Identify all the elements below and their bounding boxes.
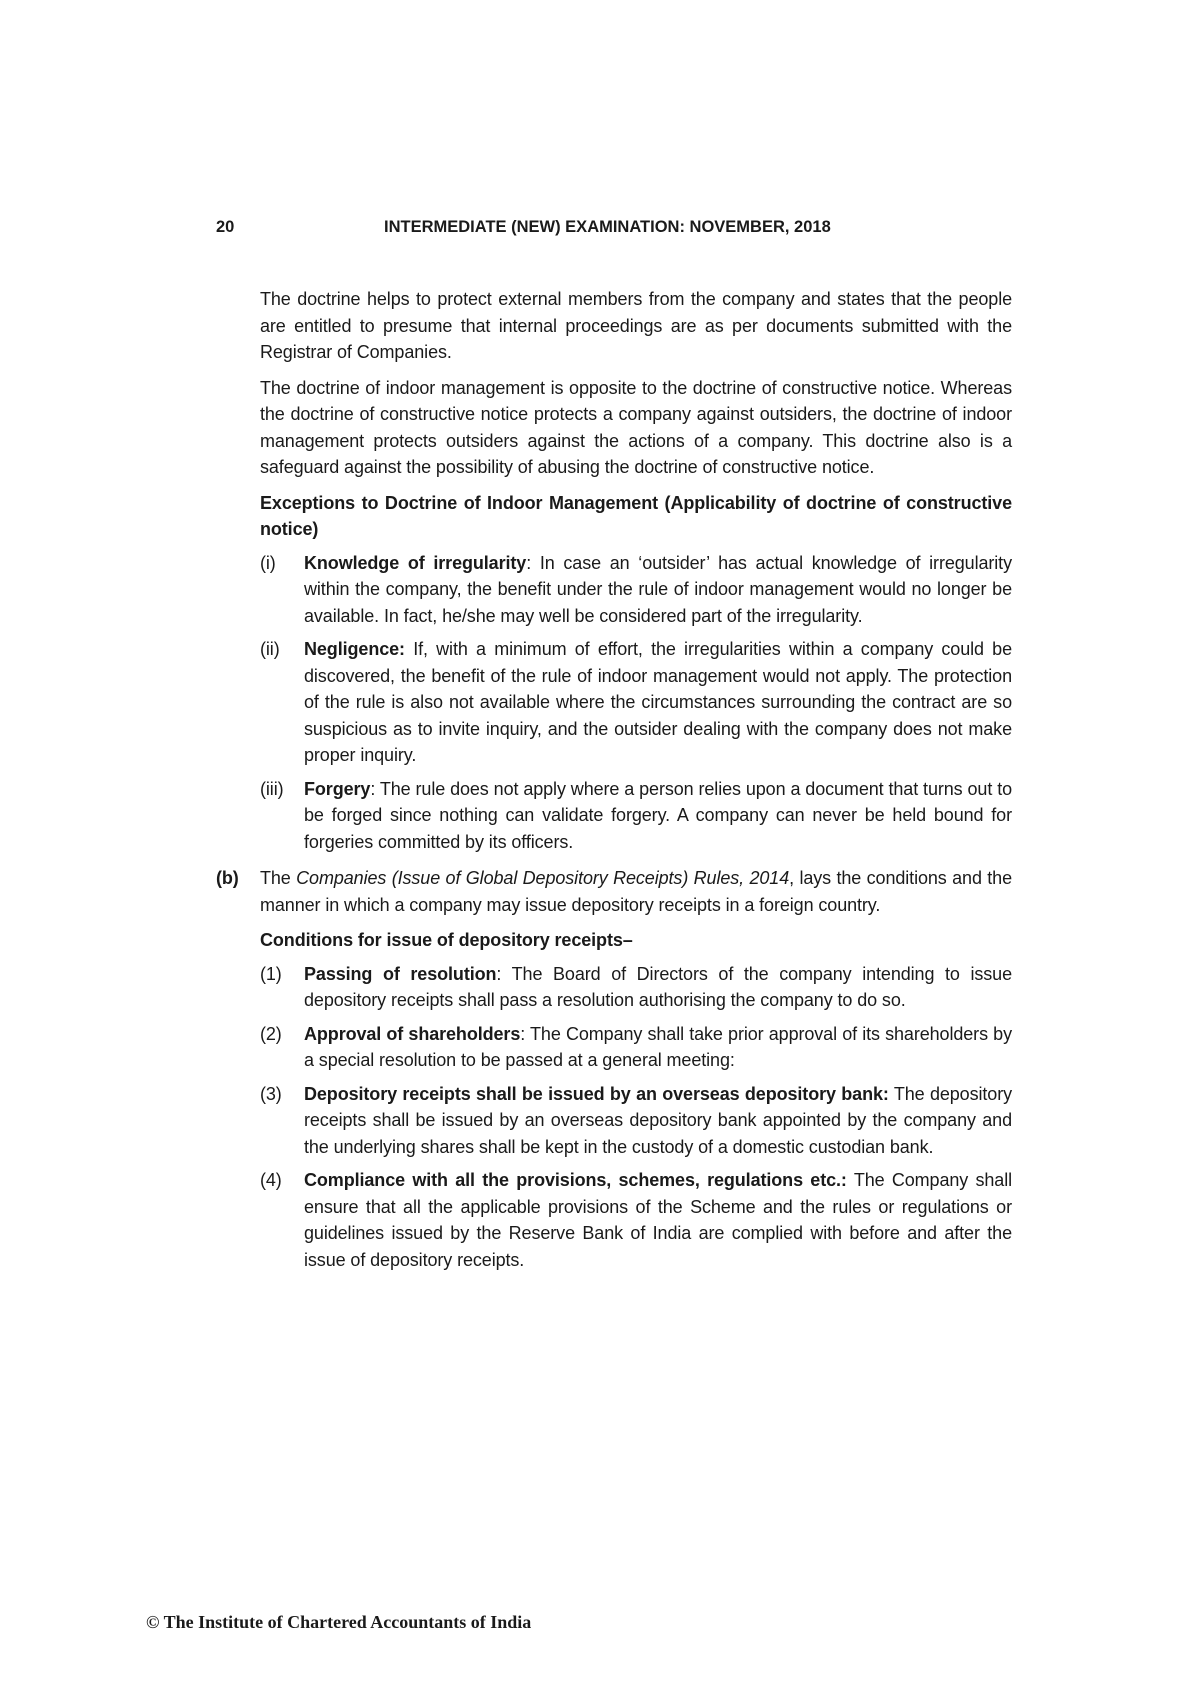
condition-item — [260, 1021, 1012, 1074]
header-title: INTERMEDIATE (NEW) EXAMINATION: NOVEMBER, 2018 — [384, 218, 831, 236]
item-title: Forgery — [304, 778, 371, 799]
condition-item — [260, 1081, 1012, 1161]
item-title: Negligence: — [304, 639, 405, 659]
paragraph-2: The doctrine of indoor management is opposite to the doctrine of constructive notice. Whereas the doctrine of constructive notice protects a company against outsiders, the doctrine of indoor management protects outsiders against the actions of a company. This doctrine also is a safeguard against the possibility of abusing the doctrine of constructive notice. — [260, 377, 1012, 477]
item-body: Passing of resolution: The Board of Directors of the company intending to issue depository receipts shall pass a resolution authorising the company to do so. — [304, 963, 1012, 1010]
page-header — [216, 218, 1006, 242]
item-text: The Board of Directors of the company intending to issue depository receipts shall pass a resolution authorising the company to do so. — [304, 963, 1012, 1010]
item-body: Approval of shareholders: The Company shall take prior approval of its shareholders by a special resolution to be passed at a general meeting: — [304, 1023, 1012, 1070]
conditions-heading: Conditions for issue of depository receipts– — [260, 930, 633, 950]
item-text: The Company shall ensure that all the applicable provisions of the Scheme and the rules or regulations or guidelines issued by the Reserve Bank of India are complied with before and after the issue of depository receipts. — [304, 1170, 1013, 1270]
item-text: In case an ‘outsider’ has actual knowledge of irregularity within the company, the benefit under the rule of indoor management would no longer be available. In fact, he/she may well be considered part of the irregularity. — [304, 552, 1012, 626]
item-number: (iii) — [260, 778, 284, 799]
item-text: If, with a minimum of effort, the irregularities within a company could be discovered, the benefit of the rule of indoor management would not apply. The protection of the rule is also not available where the circumstances surrounding the contract are so suspicious as to invite inquiry, and the outsider dealing with the company does not make proper inquiry. — [304, 639, 1012, 765]
rules-title: Companies (Issue of Global Depository Receipts) Rules, 2014 — [296, 868, 790, 888]
footer-copyright: © The Institute of Chartered Accountants of India — [146, 1612, 532, 1632]
item-number: (ii) — [260, 639, 280, 659]
condition-item — [260, 1167, 1012, 1273]
item-title: Passing of resolution — [304, 963, 497, 984]
item-number: (i) — [260, 552, 276, 573]
part-b — [216, 865, 1012, 918]
item-body — [304, 636, 1012, 769]
exception-item — [260, 776, 1012, 856]
item-body — [304, 1167, 1012, 1273]
exceptions-heading: Exceptions to Doctrine of Indoor Management (Applicability of doctrine of constructive notice) — [260, 492, 1012, 539]
condition-item — [260, 961, 1012, 1014]
part-b-label: (b) — [216, 868, 239, 888]
item-number: (1) — [260, 963, 282, 984]
item-text: The Company shall take prior approval of its shareholders by a special resolution to be passed at a general meeting: — [304, 1023, 1012, 1070]
item-body — [304, 1081, 1012, 1161]
item-title: Compliance with all the provisions, schemes, regulations etc.: — [304, 1170, 847, 1190]
item-title: Depository receipts shall be issued by an overseas depository bank: — [304, 1083, 889, 1104]
paragraph-1: The doctrine helps to protect external members from the company and states that the people are entitled to presume that internal proceedings are as per documents submitted with the Registrar of Companies. — [260, 289, 1012, 362]
item-text: The rule does not apply where a person relies upon a document that turns out to be forged since nothing can validate forgery. A company can never be held bound for forgeries committed by its officers. — [304, 778, 1013, 852]
item-text: The depository receipts shall be issued by an overseas depository bank appointed by the company and the underlying shares shall be kept in the custody of a domestic custodian bank. — [304, 1083, 1013, 1157]
exception-item — [260, 636, 1012, 769]
item-number: (3) — [260, 1083, 282, 1104]
part-b-text: The Companies (Issue of Global Depository Receipts) Rules, 2014, lays the conditions and the manner in which a company may issue depository receipts in a foreign country. — [260, 868, 1012, 915]
page-content — [216, 286, 1012, 1280]
item-number: (2) — [260, 1023, 282, 1044]
item-body: Knowledge of irregularity: In case an ‘outsider’ has actual knowledge of irregularity within the company, the benefit under the rule of indoor management would no longer be available. In fact, he/she may well be considered part of the irregularity. — [304, 552, 1012, 626]
page-number: 20 — [216, 218, 235, 236]
exception-item — [260, 550, 1012, 630]
item-title: Approval of shareholders — [304, 1023, 521, 1044]
item-body: Forgery: The rule does not apply where a person relies upon a document that turns out to be forged since nothing can validate forgery. A company can never be held bound for forgeries committed by its officers. — [304, 778, 1013, 852]
item-title: Knowledge of irregularity — [304, 552, 527, 573]
item-number: (4) — [260, 1170, 282, 1190]
